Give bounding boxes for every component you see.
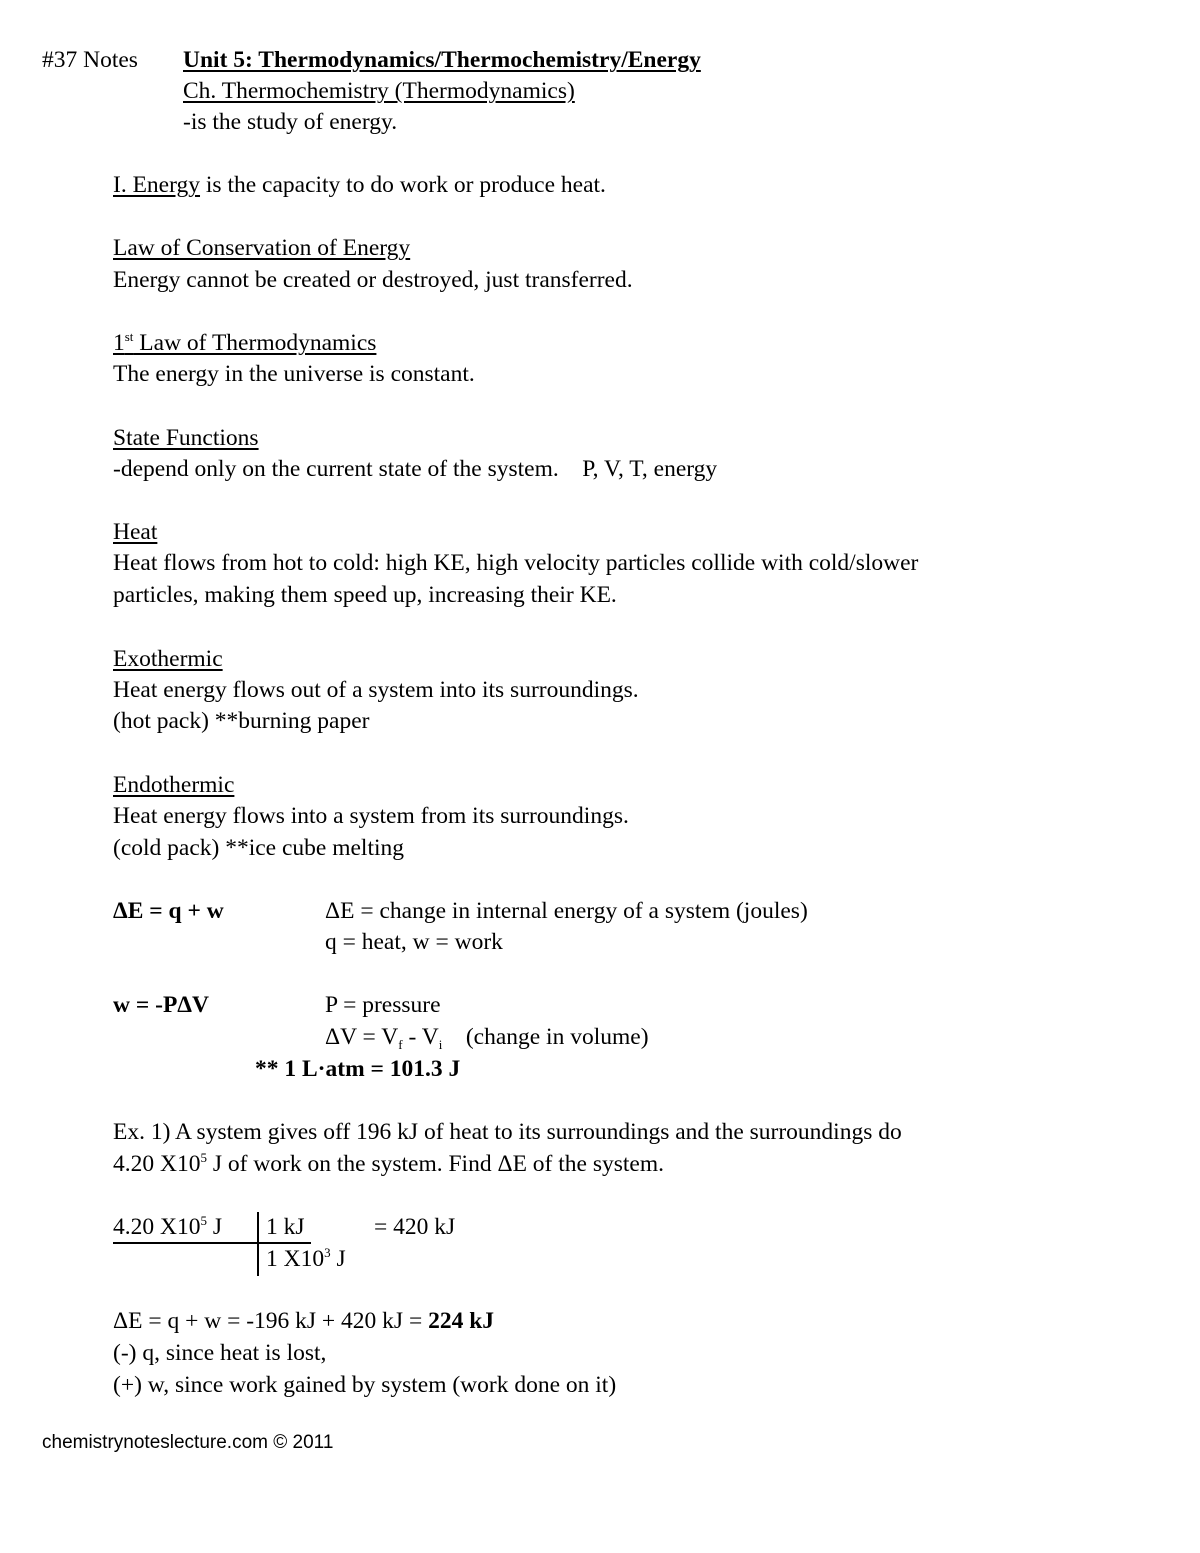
example-line2: 4.20 $X10^5$ J of work on the system. Find ΔE of the system. [113, 1150, 664, 1177]
heat-work-desc: q = heat, w = work [325, 929, 503, 955]
pressure-desc: P = pressure [325, 992, 441, 1018]
unit-title: Unit 5: Thermodynamics/Thermochemistry/Energy [183, 47, 701, 73]
conservation-heading: Law of Conservation of Energy [113, 235, 411, 261]
work-formula: w = -PΔV [113, 992, 209, 1018]
heat-text-line2: particles, making them speed up, increasing their KE. [113, 582, 617, 608]
energy-heading: I. Energy [113, 172, 201, 198]
state-functions-text: -depend only on the current state of the system. P, V, T, energy [113, 456, 718, 482]
conversion-factor: ** 1 L·atm = 101.3 J [255, 1056, 461, 1082]
conversion-numerator: 4.20 $X10^5$ J [113, 1213, 223, 1240]
exothermic-text-line2: (hot pack) **burning paper [113, 708, 370, 734]
state-functions-heading: State Functions [113, 425, 259, 451]
heat-heading: Heat [113, 519, 158, 545]
energy-definition-line [113, 170, 606, 200]
internal-energy-desc: ΔE = change in internal energy of a system (joules) [325, 898, 808, 924]
conservation-text: Energy cannot be created or destroyed, just transferred. [113, 267, 633, 293]
solution-answer: 224 kJ [428, 1308, 495, 1334]
conversion-result: = 420 kJ [374, 1214, 456, 1240]
endothermic-text-line1: Heat energy flows into a system from its surroundings. [113, 803, 629, 829]
exothermic-text-line1: Heat energy flows out of a system into its surroundings. [113, 677, 639, 703]
energy-definition: is the capacity to do work or produce heat. [200, 172, 606, 198]
footer-credit: chemistrynoteslecture.com © 2011 [42, 1432, 334, 1453]
solution-note1: (-) q, since heat is lost, [113, 1340, 327, 1366]
solution-line: ΔE = q + w = -196 kJ + 420 kJ = 224 kJ [113, 1308, 495, 1334]
internal-energy-formula: ΔE = q + w [113, 898, 224, 924]
conversion-divider [257, 1212, 259, 1276]
exothermic-heading: Exothermic [113, 646, 223, 672]
example-line1: Ex. 1) A system gives off 196 kJ of heat to its surroundings and the surroundings do [113, 1119, 902, 1145]
chapter-title: Ch. Thermochemistry (Thermodynamics) [183, 78, 575, 104]
notes-label: #37 Notes [42, 47, 138, 73]
first-law-text: The energy in the universe is constant. [113, 361, 475, 387]
volume-change-desc: $\Delta V = V_f - V_i$ (change in volume) [325, 1024, 649, 1052]
endothermic-text-line2: (cold pack) **ice cube melting [113, 835, 405, 861]
solution-note2: (+) w, since work gained by system (work done on it) [113, 1372, 617, 1398]
conversion-factor-bottom: 1 $X10^3$ J [266, 1245, 346, 1272]
heat-text-line1: Heat flows from hot to cold: high KE, high velocity particles collide with cold/slower [113, 550, 919, 576]
endothermic-heading: Endothermic [113, 772, 235, 798]
chapter-description: -is the study of energy. [183, 109, 398, 135]
first-law-heading: 1st Law of Thermodynamics [113, 329, 377, 356]
conversion-factor-top: 1 kJ [266, 1214, 305, 1240]
